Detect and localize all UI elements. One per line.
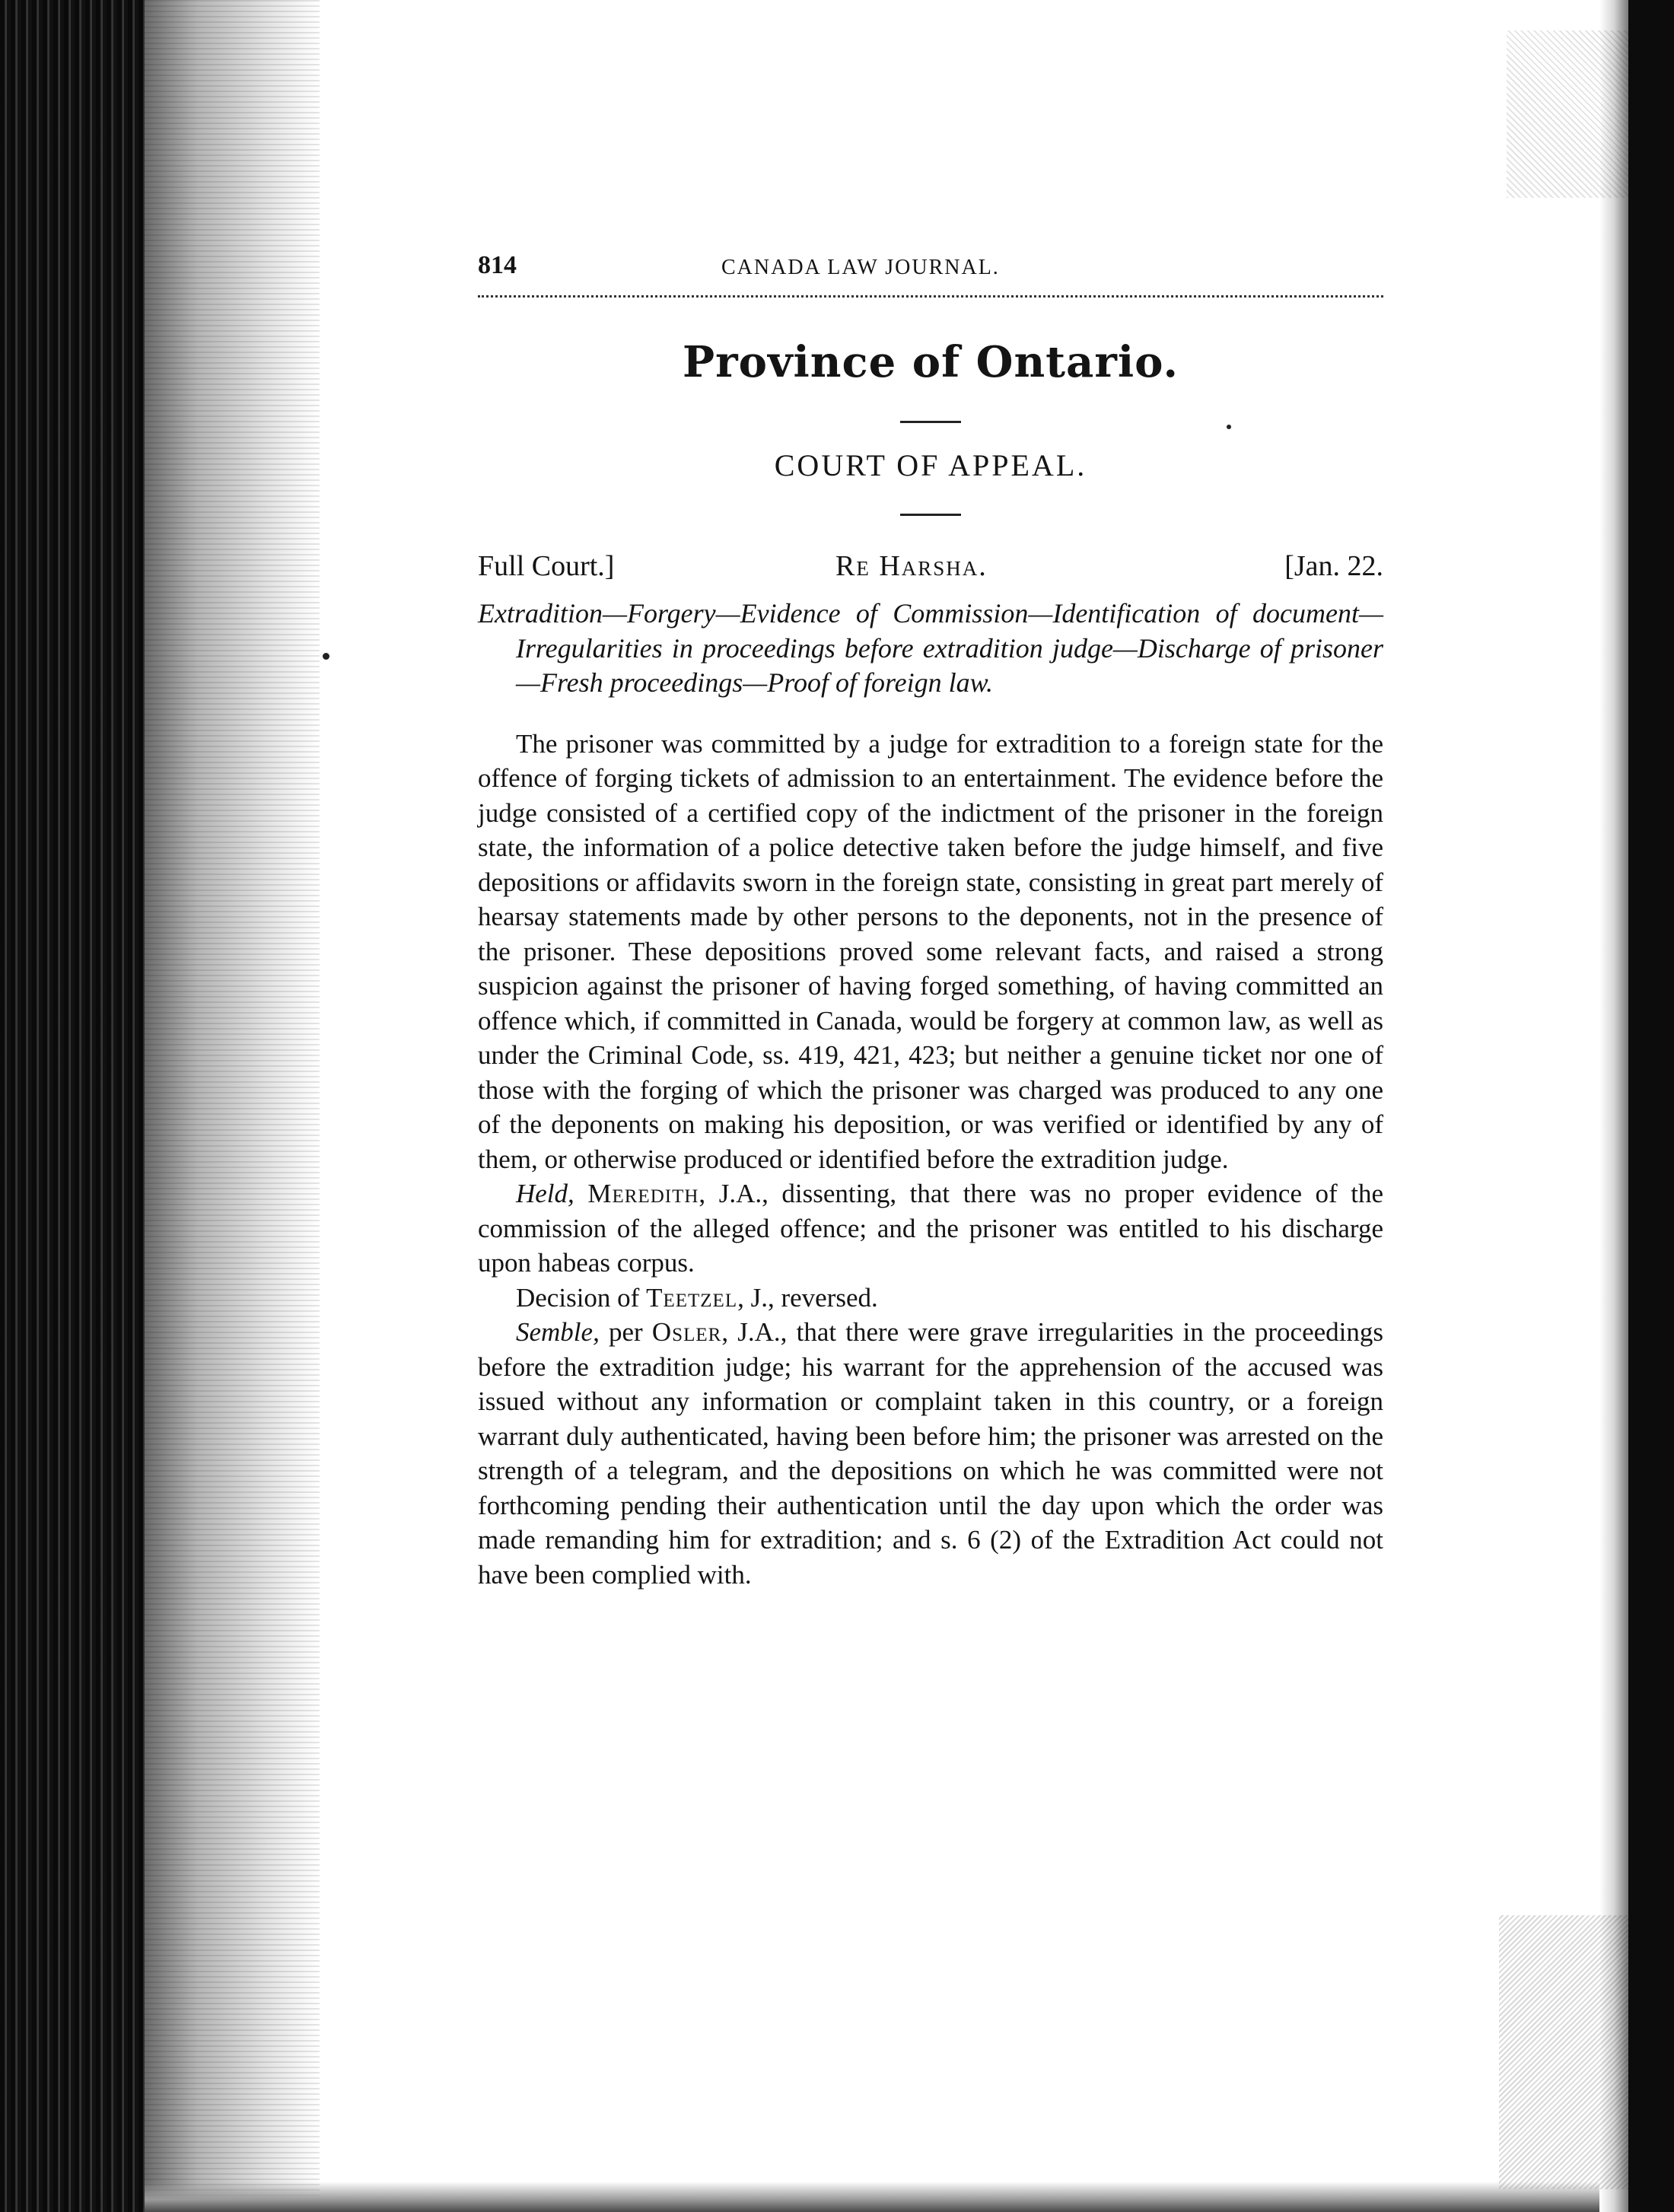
scan-bottom-edge	[145, 2182, 1599, 2212]
paragraph-facts: The prisoner was committed by a judge for extradition to a foreign state for the offence of forging tickets of admission to an entertainment. The evidence before the judge consisted of a certified copy of the indictment of the prisoner in the foreign state, the information of a police detective taken before the judge himself, and five depositions or affidavits sworn in the foreign state, consisting in great part merely of hearsay statements made by other persons to the deponents, not in the presence of the prisoner. These depositions proved some relevant facts, and raised a strong suspicion against the prisoner of having forged something, of having committed an offence which, if committed in Canada, would be forgery at common law, as well as under the Criminal Code, ss. 419, 421, 423; but neither a genuine ticket nor one of those with the forging of which the prisoner was charged was produced to any one of the deponents on making his deposition, or was verified or identified by any of them, or otherwise produced or identified before the extradition judge.	[478, 728, 1383, 1174]
held-label: Held,	[516, 1179, 574, 1208]
court-title: COURT OF APPEAL.	[774, 448, 1087, 482]
case-court: Full Court.]	[478, 550, 615, 582]
running-head	[478, 251, 1383, 292]
paragraph-held	[478, 1176, 1383, 1281]
scan-dot	[323, 653, 329, 660]
case-body	[478, 727, 1383, 1593]
scan-speckle-top	[1507, 30, 1628, 198]
journal-title: CANADA LAW JOURNAL.	[721, 256, 1000, 279]
scan-edge-shadow	[1628, 0, 1674, 2212]
held-text: , J.A., dissenting, that there was no proper evidence of the commission of the alleged offence; and the prisoner was entitled to his discharge upon habeas corpus.	[478, 1179, 1383, 1278]
paragraph-decision	[478, 1281, 1383, 1316]
paragraph-semble	[478, 1315, 1383, 1592]
decision-text: , J., reversed.	[737, 1282, 878, 1313]
divider	[900, 514, 961, 516]
semble-label: Semble,	[516, 1317, 600, 1347]
semble-judge: Osler	[651, 1317, 722, 1347]
header-rule	[478, 295, 1383, 298]
held-judge: Meredith	[587, 1179, 699, 1208]
case-date: [Jan. 22.	[1284, 550, 1383, 582]
headnote: Extradition—Forgery—Evidence of Commission—Identification of document—Irregularities in proceedings before extradition judge—Discharge of prisoner—Fresh proceedings—Proof of foreign law.	[478, 598, 1383, 698]
section-title: Province of Ontario.	[683, 337, 1179, 387]
decision-judge: Teetzel	[646, 1282, 738, 1313]
case-line	[478, 549, 1383, 586]
scan-speckle-bottom	[1499, 1915, 1628, 2189]
case-name: Re Harsha.	[835, 550, 988, 582]
decision-prefix: Decision of	[516, 1282, 647, 1313]
semble-text: , J.A., that there were grave irregularities in the proceedings before the extradition judge; his warrant for the apprehension of the accused was issued without any information or complaint taken in this country, or a foreign warrant duly authenticated, having been before him; the prisoner was arrested on the strength of a telegram, and the depositions on which he was committed were not forthcoming pending their authentication until the day upon which the order was made remanding him for extradition; and s. 6 (2) of the Extradition Act could not have been complied with.	[478, 1317, 1383, 1590]
page-number: 814	[478, 251, 517, 279]
divider	[900, 421, 961, 423]
scan-binding-shadow	[0, 0, 145, 2212]
scan-edge-gradient	[1599, 0, 1628, 2212]
scan-binding-gradient	[145, 0, 320, 2212]
semble-prefix: per	[599, 1317, 652, 1347]
document-page	[478, 251, 1383, 1592]
